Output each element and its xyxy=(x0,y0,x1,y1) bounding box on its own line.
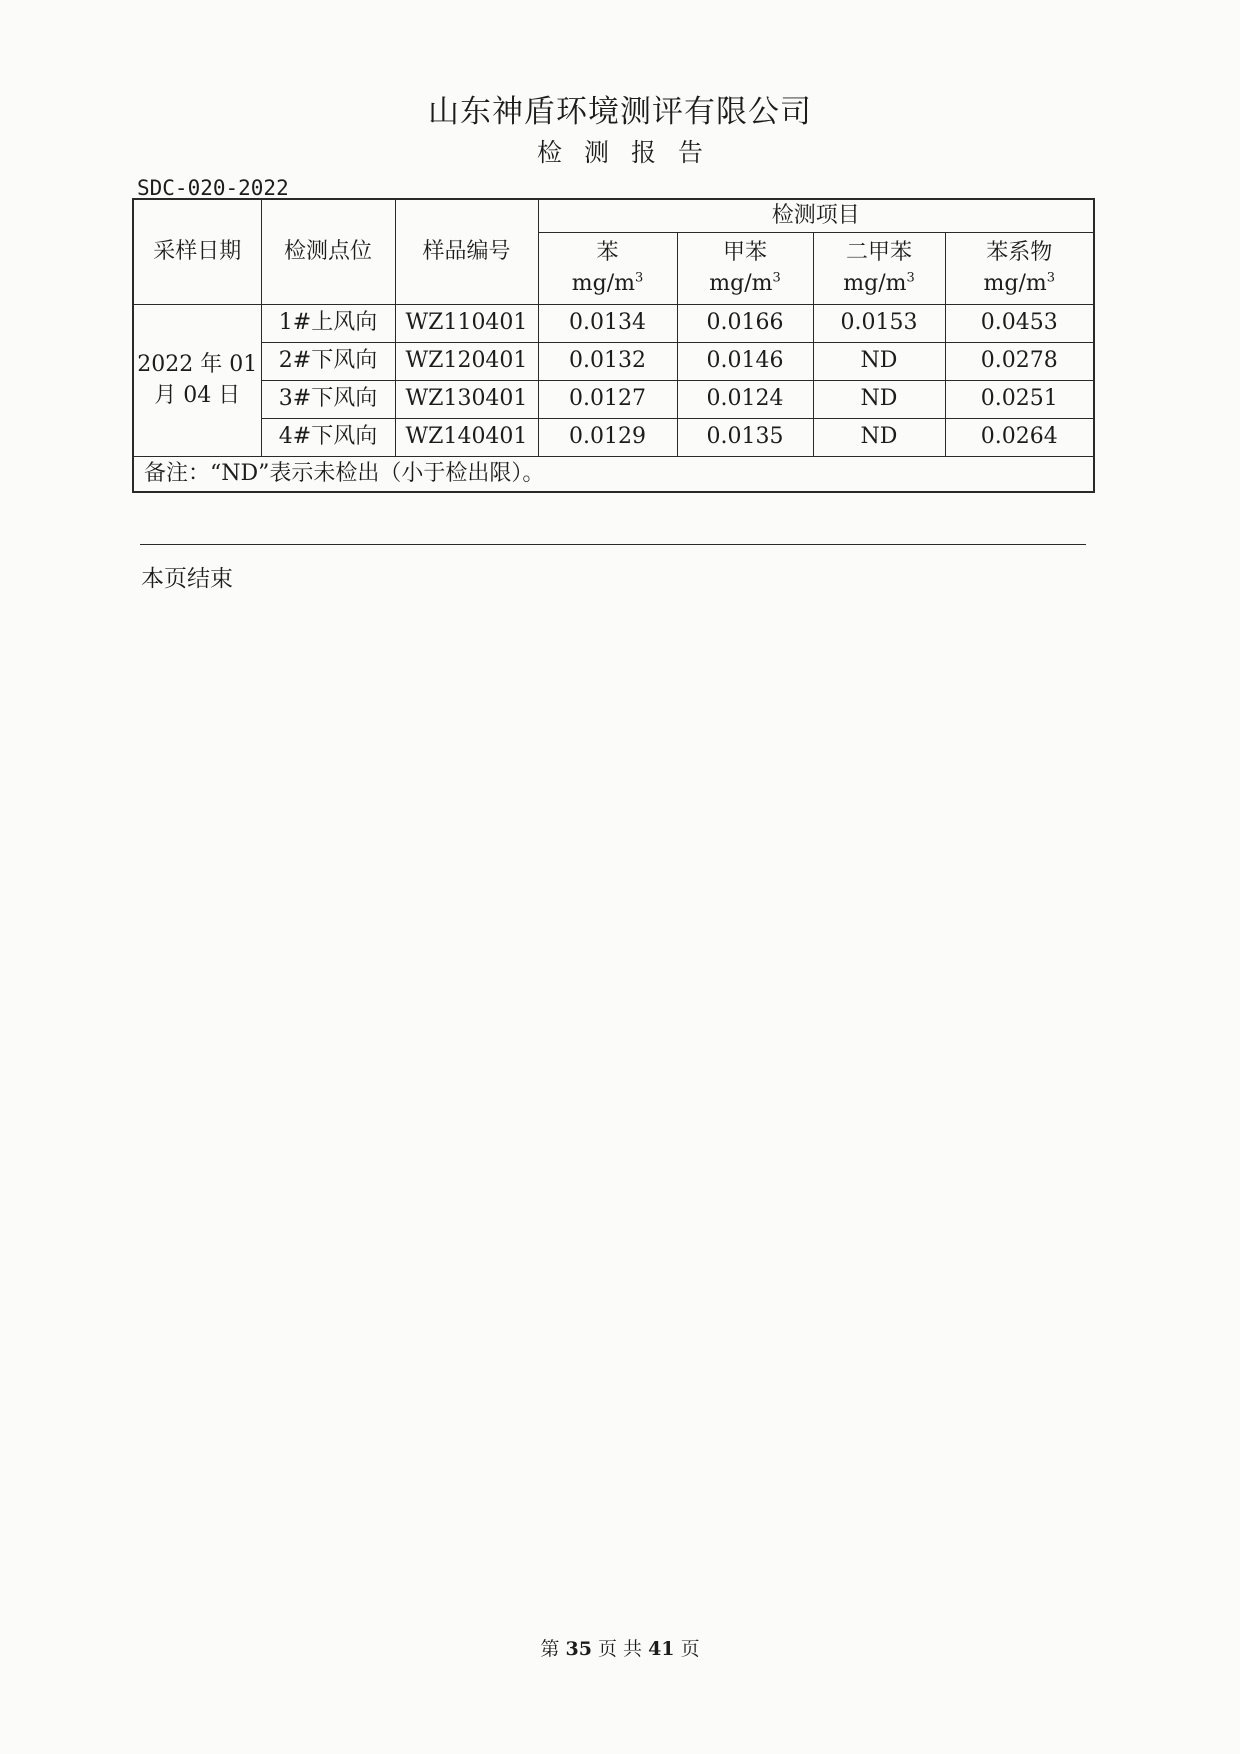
sample-id-cell: WZ110401 xyxy=(395,304,538,342)
test-point-cell: 3#下风向 xyxy=(261,380,395,418)
company-name: 山东神盾环境测评有限公司 xyxy=(428,94,812,130)
footer-text: 第 xyxy=(540,1638,560,1660)
value-cell: ND xyxy=(813,418,945,456)
table-row xyxy=(133,342,1094,380)
date-line: 2022 年 01 xyxy=(137,351,258,377)
end-of-page-text: 本页结束 xyxy=(141,566,233,592)
value-cell: 0.0134 xyxy=(538,304,677,342)
report-title: 检测报告 xyxy=(536,138,725,167)
value-cell: ND xyxy=(813,380,945,418)
header-item xyxy=(813,232,945,304)
header-item xyxy=(538,232,677,304)
report-code: SDC-020-2022 xyxy=(137,176,289,200)
header-item xyxy=(677,232,813,304)
results-table-wrap xyxy=(132,198,1093,493)
note-row xyxy=(133,456,1094,492)
value-cell: ND xyxy=(813,342,945,380)
value-cell: 0.0264 xyxy=(945,418,1094,456)
value-cell: 0.0132 xyxy=(538,342,677,380)
item-name: 苯系物 xyxy=(986,239,1053,265)
header-item xyxy=(945,232,1094,304)
item-unit: $mg/m^3$ xyxy=(843,271,915,297)
table-row xyxy=(133,418,1094,456)
item-name: 甲苯 xyxy=(722,239,767,265)
value-cell: 0.0127 xyxy=(538,380,677,418)
date-line: 月 04 日 xyxy=(154,383,241,409)
header-test-items: 检测项目 xyxy=(538,199,1094,232)
sampling-date-cell xyxy=(133,304,261,456)
divider-line xyxy=(140,544,1086,545)
value-cell: 0.0453 xyxy=(945,304,1094,342)
sample-id-cell: WZ130401 xyxy=(395,380,538,418)
sample-id-cell: WZ120401 xyxy=(395,342,538,380)
table-row xyxy=(133,380,1094,418)
page-footer xyxy=(0,1634,1240,1661)
item-name: 苯 xyxy=(596,239,619,265)
footer-text: 页 xyxy=(680,1638,700,1660)
sample-id-cell: WZ140401 xyxy=(395,418,538,456)
value-cell: 0.0129 xyxy=(538,418,677,456)
header-sampling-date: 采样日期 xyxy=(133,199,261,304)
header-sample-id: 样品编号 xyxy=(395,199,538,304)
value-cell: 0.0124 xyxy=(677,380,813,418)
item-unit: $mg/m^3$ xyxy=(709,271,781,297)
footer-text: 页 共 xyxy=(597,1638,643,1660)
table-row xyxy=(133,304,1094,342)
item-name: 二甲苯 xyxy=(845,239,912,265)
value-cell: 0.0146 xyxy=(677,342,813,380)
item-unit: $mg/m^3$ xyxy=(571,271,644,297)
value-cell: 0.0153 xyxy=(813,304,945,342)
test-point-cell: 2#下风向 xyxy=(261,342,395,380)
header-test-point: 检测点位 xyxy=(261,199,395,304)
value-cell: 0.0135 xyxy=(677,418,813,456)
value-cell: 0.0166 xyxy=(677,304,813,342)
item-unit: $mg/m^3$ xyxy=(983,271,1055,297)
results-table xyxy=(132,198,1095,493)
test-point-cell: 1#上风向 xyxy=(261,304,395,342)
page-number: 35 xyxy=(565,1638,592,1660)
value-cell: 0.0278 xyxy=(945,342,1094,380)
test-point-cell: 4#下风向 xyxy=(261,418,395,456)
table-header-row xyxy=(133,199,1094,232)
table-note: 备注：“ND”表示未检出（小于检出限）。 xyxy=(133,456,1094,492)
value-cell: 0.0251 xyxy=(945,380,1094,418)
total-pages: 41 xyxy=(648,1638,675,1660)
